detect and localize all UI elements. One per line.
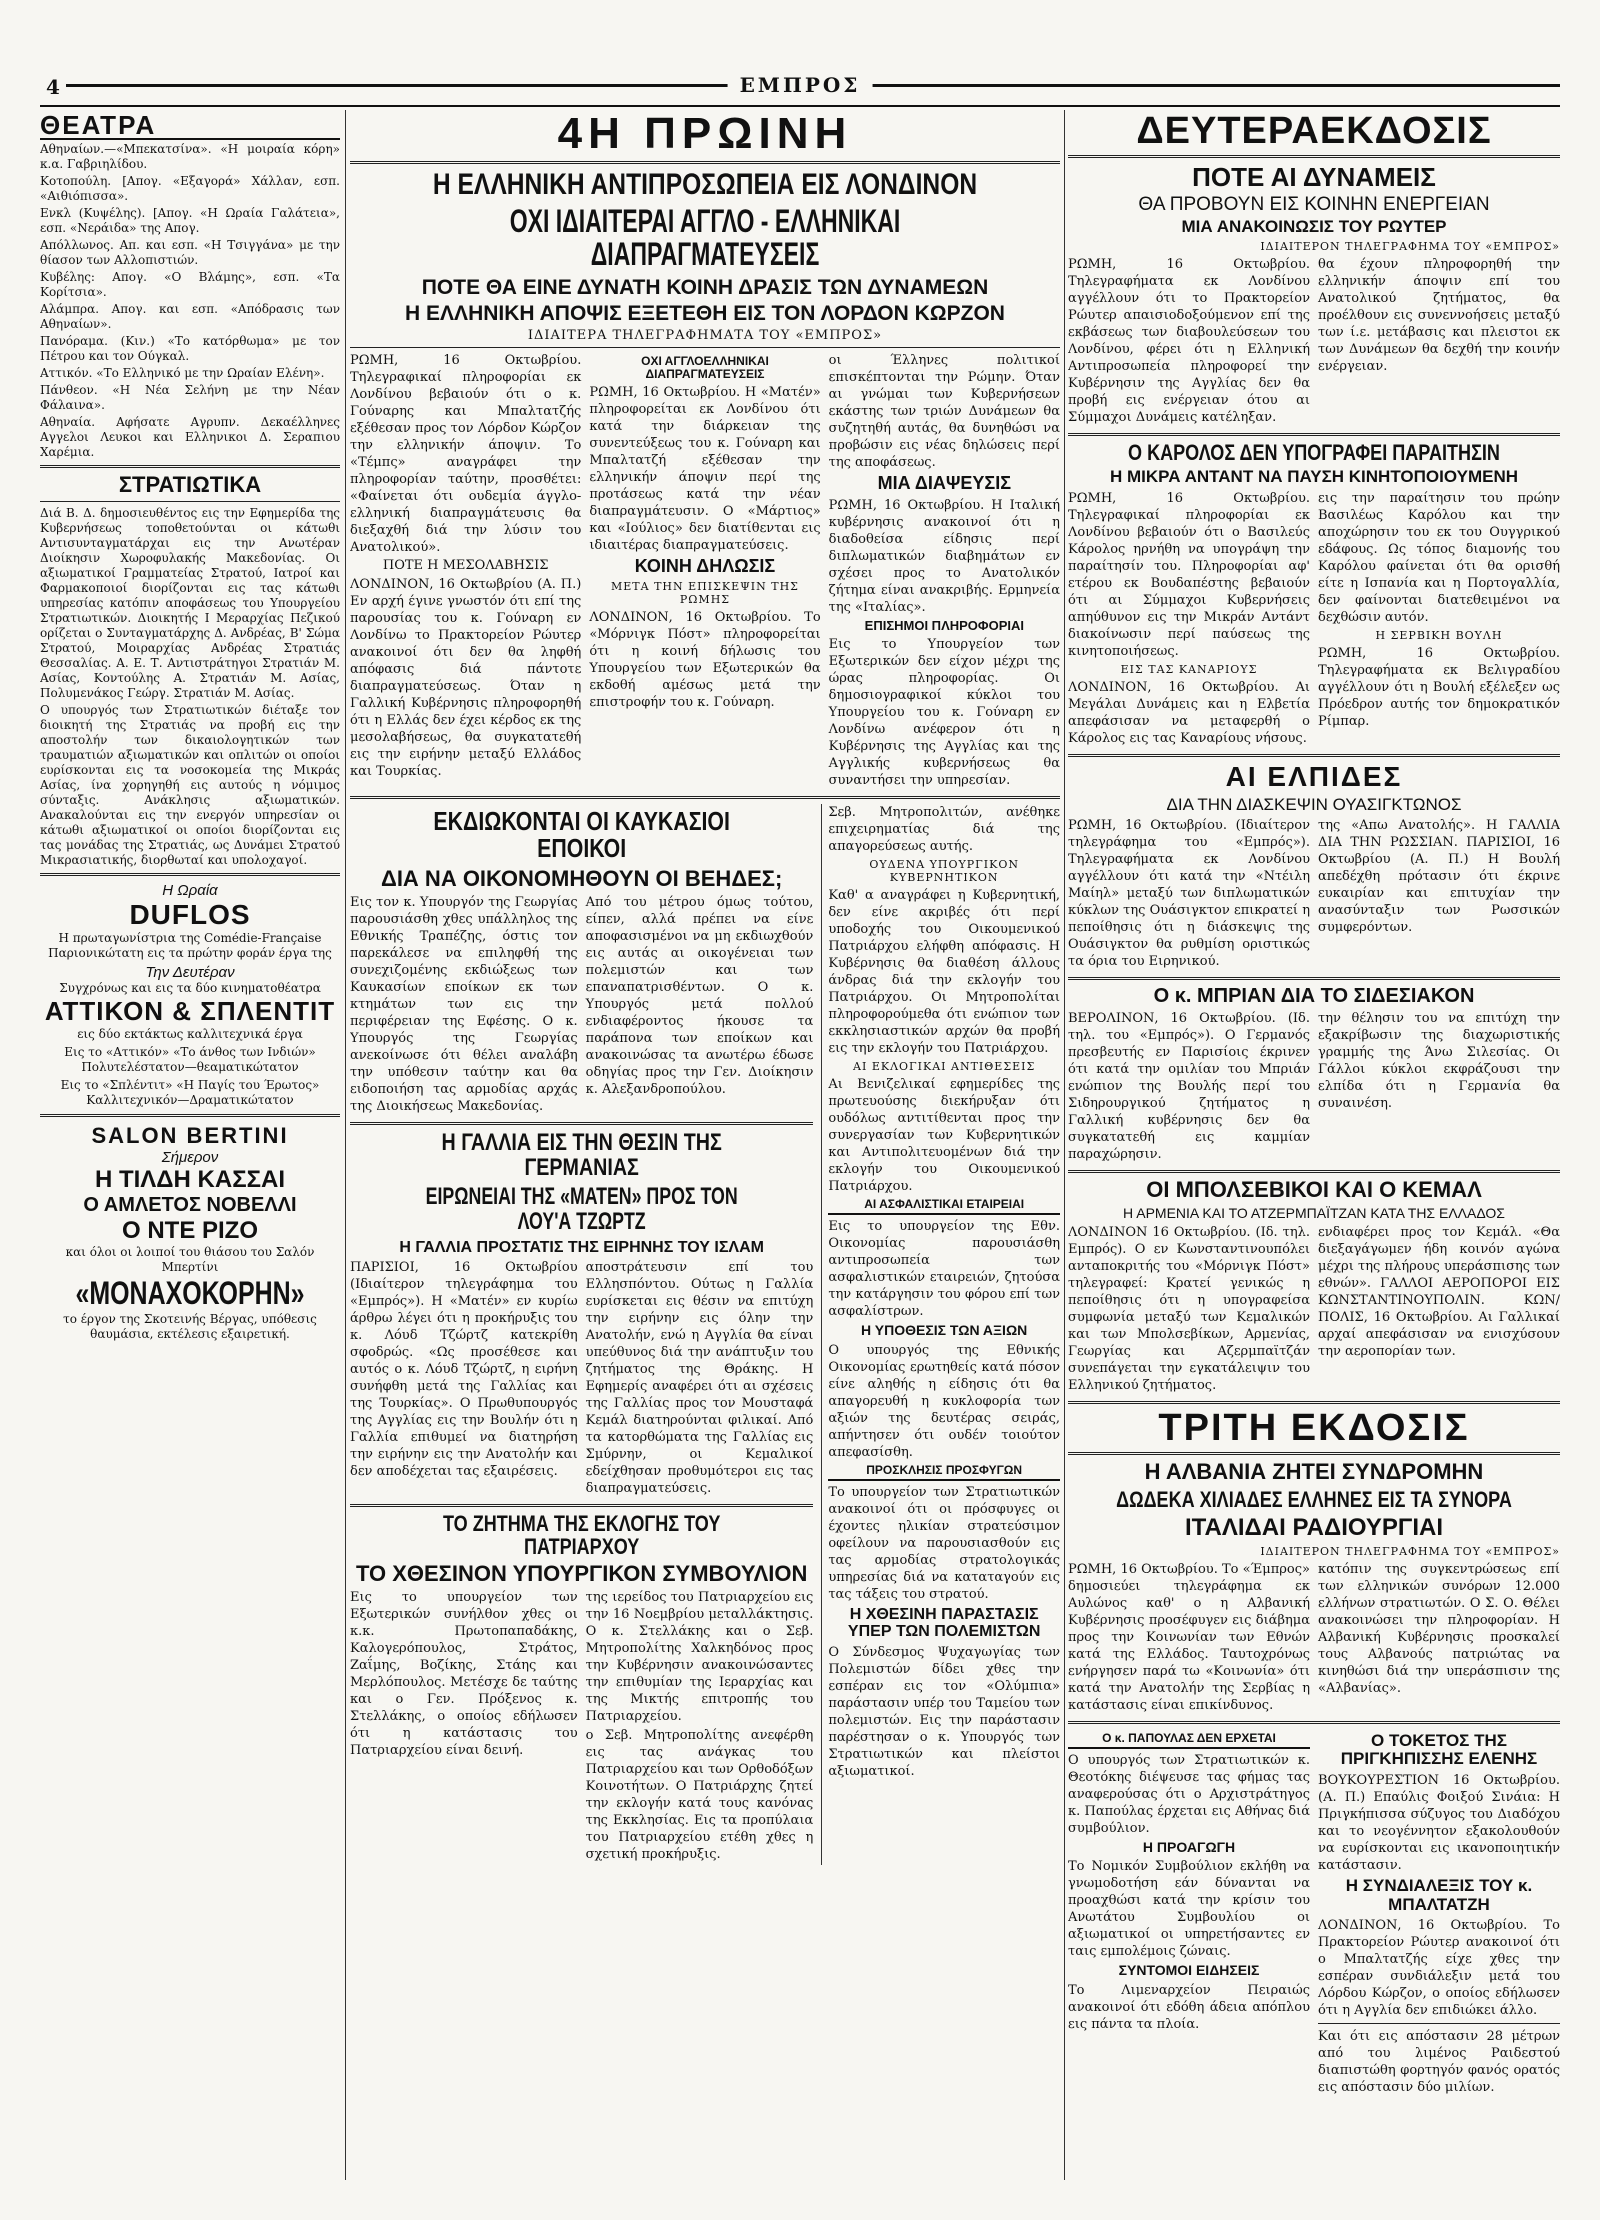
article-text: ΡΩΜΗ, 16 Οκτωβρίου. Η Ιταλική κυβέρνησις ανακοινοί ότι η διαδοθείσα είδησις περί διπλωματικών διαβημάτων εν σχέσει προς το Ανατολικόν ζήτημα είναι ανακριβής. Ερμηνεία της «Ιταλίας». bbox=[828, 497, 1060, 615]
article-text: ενδιαφέρει προς τον Κεμάλ. «Θα διεξαγάγωμεν ήδη κοινόν αγώνα μέχρι της πλήρους υπεράσπισης των εθνών». ΓΑΛΛΟΙ ΑΕΡΟΠΟΡΟΙ ΕΙΣ ΚΩΝΣΤΑΝΤΙΝΟΥΠΟΛΙΝ. ΚΩΝ/ΠΟΛΙΣ, 16 Οκτωβρίου. Αι Γαλλικαί αρχαί απεφάσισαν να ενισχύσουν την αεροπορίαν των. bbox=[1318, 1225, 1560, 1360]
subhead: ΠΡΟΣΚΛΗΣΙΣ ΠΡΟΣΦΥΓΩΝ bbox=[828, 1464, 1060, 1481]
headline: ΘΑ ΠΡΟΒΟΥΝ ΕΙΣ ΚΟΙΝΗΝ ΕΝΕΡΓΕΙΑΝ bbox=[1138, 193, 1490, 215]
headline: ΙΤΑΛΙΔΑΙ ΡΑΔΙΟΥΡΓΙΑΙ bbox=[1184, 1514, 1444, 1542]
article-text: ΠΑΡΙΣΙΟΙ, 16 Οκτωβρίου (Ιδιαίτερον τηλεγράφημα του «Εμπρός»). Η «Ματέν» εν κυρίω άρθρω λέγει ότι η προκήρυξις του κ. Λόυδ Τζώρτζ κατεκρίθη σφοδρώς. «Ως προσέθεσε και αυτός ο κ. Λόυδ Τζώρτζ, η ειρήνη συνήφθη μετά της Γαλλίας και της Τουρκίας». Ο Πρωθυπουργός της Αγγλίας εις την Βουλήν ότι η Γαλλία επιθυμεί να διατηρήση την ειρήνην εις την Ανατολήν και δεν αποδέχεται τας εξαιρέσεις. bbox=[350, 1260, 578, 1480]
article-text: Από του μέτρου όμως τούτου, είπεν, αλλά πρέπει να είνε αποφασισμένοι να μη εκδιωχθούν εις αυτάς αι οικογένειαι των πολεμιστών και των επαναπατρισθέντων. Ο κ. Υπουργός μετά πολλού ενδιαφέροντος ήκουσε τα παράπονα των εποίκων και ανακοινώσας τα ανωτέρω έδωσε οδηγίας προς την Γεν. Διοίκησιν κ. Αλεξανδροπούλου. bbox=[585, 894, 814, 1097]
ad-line: Συγχρόνως και εις τα δύο κινηματοθέατρα bbox=[59, 981, 321, 996]
article-text: Το Νομικόν Συμβούλιον εκλήθη να γνωμοδοτήση εάν δύνανται να προαχθώσι κατά την κρίσιν του Ανωτάτου Συμβουλίου οι αξιωματικοί οι υπηρετήσαντες εν ταις εμπολέμοις ζώναις. bbox=[1068, 1859, 1310, 1960]
headline: ΜΙΑ ΑΝΑΚΟΙΝΩΣΙΣ ΤΟΥ ΡΩΥΤΕΡ bbox=[1181, 217, 1447, 237]
salon-today: Σήμερον bbox=[161, 1149, 219, 1167]
page-number: 4 bbox=[40, 75, 66, 99]
subhead: ΑΙ ΕΚΛΟΓΙΚΑΙ ΑΝΤΙΘΕΣΕΙΣ bbox=[853, 1059, 1036, 1073]
article-text: την θέλησιν του να επιτύχη την εξακρίβωσιν της διαχωριστικής γραμμής της Άνω Σιλεσίας. Οι Γάλλοι κύκλοι εκφράζουσι την ελπίδα ότι η Γερμανία θα συναινέση. bbox=[1318, 1011, 1560, 1112]
article-text: ΡΩΜΗ, 16 Οκτωβρίου. Τηλεγραφικαί πληροφορίαι εκ Λονδίνου βεβαιούν ότι ο κ. Γούναρης και Μπαλτατζής εξέθεσαν προς τον Λόρδον Κώρζον την ελληνικήν άποψιν. Το «Τέμπς» αναγράφει την πληροφορίαν ταύτην, προσθέτει: «Φαίνεται ότι ουδεμία άγγλο-ελληνική διαπραγμάτευσις θα διεξαχθή διά την λύσιν του Ανατολικού». bbox=[350, 352, 582, 555]
salon-act: Ο ΑΜΛΕΤΟΣ ΝΟΒΕΛΛΙ bbox=[83, 1194, 297, 1217]
article-text: ΡΩΜΗ, 16 Οκτωβρίου. Τηλεγραφήματα εκ Λονδίνου αγγέλλουν ότι το Πρακτορείον Ρώυτερ απαισιοδοξούμενον επί της εκβάσεως των διαβουλεύσεων του Λονδίνου, φέρει ότι η Ελληνική Αντιπροσωπεία πληροφορεί την Κυβέρνησιν της Αγγλίας δεν θα προβή εις ενέργειαν ότου αι Σύμμαχοι Δυνάμεις κατέληξαν. bbox=[1068, 257, 1310, 426]
subhead: ΟΧΙ ΑΓΓΛΟΕΛΛΗΝΙΚΑΙ ΔΙΑΠΡΑΓΜΑΤΕΥΣΕΙΣ bbox=[641, 353, 769, 382]
theatre-item: Αλάμπρα. Απογ. και εσπ. «Απόδρασις των Αθηναίων». bbox=[40, 302, 340, 331]
divider bbox=[350, 796, 1060, 799]
ad-line: Εις το «Αττικόν» «Το άνθος των Ινδιών» Πολυτελέστατον—θεαματικώτατον bbox=[64, 1045, 316, 1075]
ad-star-name: DUFLOS bbox=[129, 899, 251, 931]
subhead: ΑΙ ΑΣΦΑΛΙΣΤΙΚΑΙ ΕΤΑΙΡΕΙΑΙ bbox=[828, 1198, 1060, 1215]
divider bbox=[40, 465, 340, 468]
article-text: Εις τον κ. Υπουργόν της Γεωργίας παρουσιάσθη χθες υπάλληλος της Εθνικής Τραπέζης, όστις τον παρεκάλεσε να επιληφθή της συνεχιζομένης εκδιώξεως των Καυκασίων εποίκων εκ των κτημάτων των εις την περιφέρειαν της Εφέσης. Ο κ. Υπουργός της Γεωργίας ανεκοίνωσε ότι θέλει αναλάβη την υπόθεσιν ταύτην και θα ειδοποιήση τας αρμοδίας αρχάς της Διοικήσεως Μακεδονίας. bbox=[350, 894, 578, 1114]
divider bbox=[40, 1114, 340, 1117]
theatre-item: Ενκλ (Κυψέλης). [Απογ. «Η Ωραία Γαλάτεια», εσπ. «Νεράιδα» της Απογ. bbox=[40, 206, 340, 235]
lower-center bbox=[350, 804, 1060, 1866]
article-text: ΡΩΜΗ, 16 Οκτωβρίου. Η «Ματέν» πληροφορείται εκ Λονδίνου ότι κατά την διάρκειαν της συνεντεύξεως του κ. Γούναρη και Μπαλτατζή εξέθεσαν την ελληνικήν άποψιν περί της προτάσεως κατά την νέαν διαπραγμάτευσιν. Ο «Μάρτιος» και «Ιούλιος» δεν διατίθενται εις ιδιαιτέρας διαπραγματεύσεις. bbox=[589, 385, 821, 554]
subhead: ΜΙΑ ΔΙΑΨΕΥΣΙΣ bbox=[877, 472, 1012, 493]
ad-cinemas: ΑΤΤΙΚΟΝ & ΣΠΛΕΝΤΙΤ bbox=[44, 996, 336, 1027]
article-text: ΒΕΡΟΛΙΝΟΝ, 16 Οκτωβρίου. (Ιδ. τηλ. του «Εμπρός»). Ο Γερμανός πρεσβευτής εν Παρισίοις έκρινεν ότι κατά την ομιλίαν του Μπριάν ενώπιον της Βουλής περί του Σιδηρουργικού ζητήματος η Γαλλική κυβέρνησις δεν θα συγκατατεθή εις καμμίαν παραχώρησιν. bbox=[1068, 1011, 1310, 1163]
salon-act: Ο ΝΤΕ ΡΙΖΟ bbox=[121, 1217, 258, 1245]
subhead: Ο κ. ΠΑΠΟΥΛΑΣ ΔΕΝ ΕΡΧΕΤΑΙ bbox=[1068, 1732, 1310, 1749]
military-text: Διά Β. Δ. δημοσιευθέντος εις την Εφημερίδα της Κυβερνήσεως τοποθετούνται οι κάτωθι Αντισυνταγματάρχαι εις την Ανωτέραν Διοίκησιν Χωροφυλακής Μακεδονίας. Οι αξιωματικοί Γραμματείας Στρατού, Ιατροί και Φαρμακοποιοί διορίζονται εις τας κάτωθι υπηρεσίας κατόπιν αποφάσεως του Υπουργείου Στρατιωτικών. Διοικητής Ι Μεραρχίας Πεζικού ορίζεται ο Συνταγματάρχης Δ. Ανδρέας, Β' Σώμα Στρατού, Μοιραρχίας Ανδρέας Στρατιάς Θεσσαλίας. Α. Ε. Τ. Αντιστράτηγοι Στρατιάν Μ. Ασίας, Κοντούλης Α. Στρατιάν Μ. Ασίας, Πολυμενάκος Γεώργ. Στρατιάν Μ. Ασίας. bbox=[40, 506, 340, 701]
article-text: εις την παραίτησιν του πρώην Βασιλέως Καρόλου και την αποχώρησιν του εκ του Ουγγρικού εδάφους. Ως τόπος διαμονής του Καρόλου φαίνεται ότι θα ορισθή είτε η Ισπανία και η Πορτογαλλία, δεν φαίνονται διατεθειμένοι να δεχθώσιν αυτόν. bbox=[1318, 490, 1560, 625]
salon-line: και όλοι οι λοιποί του θιάσου του Σαλόν Μπερτίνι bbox=[65, 1245, 315, 1275]
edition-banner: ΔΕΥΤΕΡΑΕΚΔΟΣΙΣ bbox=[1136, 110, 1492, 152]
article-text: Το Λιμεναρχείον Πειραιώς ανακοινοί ότι εδόθη άδεια απόπλου εις πάντα τα πλοία. bbox=[1068, 1982, 1310, 2032]
column-center bbox=[350, 110, 1060, 2180]
article-text: θα έχουν πληροφορηθή την ελληνικήν άποψιν επί του Ανατολικού ζητήματος, θα προέλθουν εις συνεννοήσεις μεταξύ των ί.ε. μετάβασις και πλειστοι εκ των Δυνάμεων θα δεχθή την κοινήν ενέργειαν. bbox=[1318, 257, 1560, 375]
article-text: Ο υπουργός των Στρατιωτικών κ. Θεοτόκης διέψευσε τας φήμας τας αναφερούσας ότι ο Αρχιστράτηγος κ. Παπούλας έρχεται εις Αθήνας διά συμβούλιον. bbox=[1068, 1752, 1310, 1836]
article-text: Εις το υπουργείον των Εξωτερικών συνήλθον χθες οι κ.κ. Πρωτοπαπαδάκης, Καλογερόπουλος, Στράτος, Ζαΐμης, Βοζίκης, Στάης και Μερλόπουλος. Μετέσχε δε ταύτης και ο Γεν. Πρόξενος κ. Στελλάκης, ο οποίος εδήλωσεν ότι η κατάστασις του Πατριαρχείου είναι δεινή. bbox=[350, 1590, 578, 1759]
subhead: ΣΥΝΤΟΜΟΙ ΕΙΔΗΣΕΙΣ bbox=[1118, 1962, 1260, 1979]
article-text: Εις το υπουργείον της Εθν. Οικονομίας παρουσιάσθη αντιπροσωπεία των ασφαλιστικών εταιρειών, ζητούσα την κατάργησιν του φόρου επί των ασφαλίστρων. bbox=[828, 1219, 1060, 1320]
article-text: ο Σεβ. Μητροπολίτης ανεφέρθη εις τας ανάγκας του Πατριαρχείου και των Ορθοδόξων Κοινοτήτων. Ο Πατριάρχης ζητεί την εκλογήν κατά τους κανόνας της Εκκλησίας. Εις τα προπύλαια του Πατριαρχείου ετέθη χθες η σχετική προκήρυξις. bbox=[585, 1728, 814, 1863]
theatre-item: Πάνθεον. «Η Νέα Σελήνη με την Νέαν Φάλαινα». bbox=[40, 383, 340, 412]
article-text: ΛΟΝΔΙΝΟΝ, 16 Οκτωβρίου. Το Πρακτορείον Ρώυτερ ανακοινοί ότι ο Μπαλτατζής είχε χθες την εσπέραν συνδιάλεξιν μετά του Λόρδου Κώρζον, ο οποίος εδήλωσεν ότι η Αγγλία δεν επιδιώκει άλλο. bbox=[1318, 1918, 1560, 2019]
divider bbox=[1068, 1721, 1560, 1724]
subhead: Η ΧΘΕΣΙΝΗ ΠΑΡΑΣΤΑΣΙΣ ΥΠΕΡ ΤΩΝ ΠΟΛΕΜΙΣΤΩΝ bbox=[847, 1605, 1041, 1641]
divider bbox=[1068, 977, 1560, 980]
divider bbox=[350, 1122, 813, 1125]
headline: ΠΟΤΕ ΑΙ ΔΥΝΑΜΕΙΣ bbox=[1192, 162, 1436, 192]
article-text: Ο υπουργός της Εθνικής Οικονομίας ερωτηθείς κατά πόσον είνε αληθής η είδησις ότι θα απαγορευθή η κυκλοφορία των αξιών της δευτέρας σειράς, απήντησεν ότι ουδέν τοιούτον απεφασίσθη. bbox=[828, 1342, 1060, 1460]
subhead: Η ΥΠΟΘΕΣΙΣ ΤΩΝ ΑΞΙΩΝ bbox=[861, 1322, 1028, 1339]
headline: ΟΙ ΜΠΟΛΣΕΒΙΚΟΙ ΚΑΙ Ο ΚΕΜΑΛ bbox=[1146, 1177, 1482, 1203]
subhead: Ο ΤΟΚΕΤΟΣ ΤΗΣ ΠΡΙΓΚΗΠΙΣΣΗΣ ΕΛΕΝΗΣ bbox=[1340, 1730, 1538, 1769]
divider bbox=[1068, 1170, 1560, 1173]
article-text: ΒΟΥΚΟΥΡΕΣΤΙΟΝ 16 Οκτωβρίου. (Α. Π.) Επαύλις Φοιξού Σινάια: Η Πριγκήπισσα σύζυγος του Διαδόχου και το νεογέννητον εξακολουθούν να ευρίσκονται εις ικανοποιητικήν κατάστασιν. bbox=[1318, 1773, 1560, 1874]
military-heading: ΣΤΡΑΤΙΩΤΙΚΑ bbox=[118, 472, 262, 497]
theatre-item: Αθηναία. Αφήσατε Αγρυπν. Δεκαέλληνες Αγγελοι Λευκοι και Ελληνικοι Δ. Σεραπιου Χαρέμια. bbox=[40, 415, 340, 459]
column-left bbox=[40, 110, 340, 2180]
subhead: ΕΙΣ ΤΑΣ ΚΑΝΑΡΙΟΥΣ bbox=[1120, 662, 1258, 676]
divider bbox=[1318, 2023, 1560, 2024]
column-right bbox=[1068, 110, 1560, 2180]
subhead: ΕΠΙΣΗΜΟΙ ΠΛΗΡΟΦΟΡΙΑΙ bbox=[864, 617, 1024, 633]
divider bbox=[40, 873, 340, 876]
headline: ΑΙ ΕΛΠΙΔΕΣ bbox=[1225, 760, 1403, 792]
article-text: Εις το Υπουργείον των Εξωτερικών δεν είχον μέχρι της ώρας πληροφορίας. Οι δημοσιογραφικοί κύκλοι του Υπουργείου του κ. Γούναρη εν Λονδίνω ανέφερον ότι η Κυβέρνησις της Αγγλίας και της Αγγλικής κυβερνήσεως θα συναντήσει την υπηρεσίαν. bbox=[828, 636, 1060, 788]
headline: ΕΚΔΙΩΚΟΝΤΑΙ ΟΙ ΚΑΥΚΑΣΙΟΙ ΕΠΟΙΚΟΙ bbox=[433, 805, 730, 864]
article-text: ΡΩΜΗ, 16 Οκτωβρίου. Τηλεγραφήματα εκ Βελιγραδίου αγγέλλουν ότι η Βουλή εξέλεξεν ως Πρόεδρον αυτής τον δημοκρατικόν Ρίμπαρ. bbox=[1318, 645, 1560, 729]
theatre-item: Κυβέλης: Απογ. «Ο Βλάμης», εσπ. «Τα Κορίτσια». bbox=[40, 270, 340, 299]
divider bbox=[1068, 155, 1560, 158]
subhead: ΚΟΙΝΗ ΔΗΛΩΣΙΣ bbox=[634, 556, 776, 577]
article-text: Σεβ. Μητροπολιτών, ανέθηκε επιχειρηματίας διά της απαγορεύσεως αυτής. bbox=[828, 804, 1060, 854]
column-rule-1 bbox=[345, 110, 346, 2180]
headline: ΤΟ ΖΗΤΗΜΑ ΤΗΣ ΕΚΛΟΓΗΣ ΤΟΥ ΠΑΤΡΙΑΡΧΟΥ bbox=[442, 1511, 721, 1560]
ad-line: Την Δευτέραν bbox=[145, 964, 235, 982]
subhead-small: ΜΕΤΑ ΤΗΝ ΕΠΙΣΚΕΨΙΝ ΤΗΣ ΡΩΜΗΣ bbox=[611, 580, 799, 607]
article-text: ΡΩΜΗ, 16 Οκτωβρίου. Το «Έμπρος» δημοσιεύει τηλεγράφημα εκ Αυλώνος καθ' ο η Αλβανική Κυβέρνησις προσέφυγεν εις διάβημα προς την Κοινωνίαν των Εθνών κατά της Ελλάδος. Ταυτοχρόνως ενήργησεν παρά τω «Κοινωνία» ότι κατά την Ανατολήν της Σερβίας η κατάστασις είναι επικίνδυνος. bbox=[1068, 1561, 1310, 1713]
headline: Η ΑΡΜΕΝΙΑ ΚΑΙ ΤΟ ΑΤΖΕΡΜΠΑΪΤΖΑΝ ΚΑΤΑ ΤΗΣ ΕΛΛΑΔΟΣ bbox=[1123, 1204, 1505, 1221]
theatre-item: Αττικόν. «Το Ελληνικό με την Ωραίαν Ελένη». bbox=[40, 366, 325, 380]
divider bbox=[40, 501, 340, 502]
military-text: Ο υπουργός των Στρατιωτικών διέταξε τον διοικητή της Στρατιάς να προβή εις την αποστολήν των δικαιολογητικών των τραυματιών αξιωματικών και οπλιτών οι οποίοι ευρίσκονται εις τα νοσοκομεία της Μικράς Ασίας, ίνα χορηγηθή εις αυτούς η νόμιμος σύνταξις. Ανάκλησις αξιωματικών. Ανακαλούνται εις την ενεργόν υπηρεσίαν οι κάτωθι αξιωματικοί οι οποίοι διορίζονται εις τας μονάδας της Στρατιάς, ως Δυνάμει Στρατού Μικρασιατικής, διορθωταί και υπολοχαγοί. bbox=[40, 703, 340, 868]
headline: ΔΙΑ ΝΑ ΟΙΚΟΝΟΜΗΘΟΥΝ ΟΙ ΒΕΗΔΕΣ; bbox=[381, 865, 783, 891]
article-text: της ιερείδος του Πατριαρχείου εις την 16 Νοεμβρίου μεταλλάκτησις. Ο κ. Στελλάκης και ο Σεβ. Μητροπολίτης Χαλκηδόνος προς την Κυβέρνησιν ανακοινώσαντες την επιθυμίαν της Ιεραρχίας και της Μικτής επιτροπής του Πατριαρχείου. bbox=[585, 1590, 814, 1725]
divider bbox=[350, 1504, 813, 1507]
salon-star: Η ΤΙΛΔΗ ΚΑΣΣΑΙ bbox=[94, 1166, 286, 1194]
salon-name: SALON BERTINI bbox=[91, 1123, 289, 1149]
salon-advertisement bbox=[40, 1123, 340, 1342]
theatre-item: Απόλλωνος. Απ. και εσπ. «Η Τσιγγάνα» με την θίασον των Αλλοπιστιών. bbox=[40, 238, 340, 267]
headline: Η ΓΑΛΛΙΑ ΠΡΟΣΤΑΤΙΣ ΤΗΣ ΕΙΡΗΝΗΣ ΤΟΥ ΙΣΛΑΜ bbox=[399, 1238, 764, 1256]
dateline-sub: ΙΔΙΑΙΤΕΡΟΝ ΤΗΛΕΓΡΑΦΗΜΑ ΤΟΥ «ΕΜΠΡΟΣ» bbox=[1260, 1544, 1560, 1558]
salon-film: «ΜΟΝΑΧΟΚΟΡΗΝ» bbox=[75, 1275, 305, 1312]
ad-prefix: Η Ωραία bbox=[162, 882, 218, 900]
theatre-advertisement bbox=[40, 882, 340, 1108]
subhead: Η ΣΥΝΔΙΑΛΕΞΙΣ ΤΟΥ κ. ΜΠΑΛΤΑΤΖΗ bbox=[1345, 1876, 1533, 1914]
edition-banner: ΤΡΙΤΗ ΕΚΔΟΣΙΣ bbox=[1158, 1407, 1470, 1450]
divider bbox=[1068, 754, 1560, 757]
headline: Η ΜΙΚΡΑ ΑΝΤΑΝΤ ΝΑ ΠΑΥΣΗ ΚΙΝΗΤΟΠΟΙΟΥΜΕΝΗ bbox=[1110, 467, 1518, 487]
article-text: ΡΩΜΗ, 16 Οκτωβρίου. (Ιδιαίτερον τηλεγράφημα του «Εμπρός»). Τηλεγραφήματα εκ Λονδίνου αγγέλλουν ότι κατά την «Ντέιλη Μαίηλ» μεταξύ των διπλωματικών κύκλων της Ουάσιγκτον επικρατεί η πεποίθησις ότι η διάσκεψις της Ουάσιγκτον θα ρυθμίση οριστικώς τα όρια του Ειρηνικού. bbox=[1068, 818, 1310, 970]
article-text: Και ότι εις απόστασιν 28 μέτρων από του λιμένος Ραιδεστού διαπιστώθη φορτηγόν φανός ορατός εις απόστασιν δύο μιλίων. bbox=[1318, 2029, 1560, 2096]
subhead: ΟΥΔΕΝΑ ΥΠΟΥΡΓΙΚΟΝ ΚΥΒΕΡΝΗΤΙΚΟΝ bbox=[869, 857, 1020, 884]
edition-banner: 4Η ΠΡΩΙΝΗ bbox=[557, 110, 853, 158]
headline: Η ΕΛΛΗΝΙΚΗ ΑΠΟΨΙΣ ΕΞΕΤΕΘΗ ΕΙΣ ΤΟΝ ΛΟΡΔΟΝ ΚΩΡΖΟΝ bbox=[405, 301, 1005, 325]
masthead bbox=[40, 73, 1560, 107]
article-text: ΡΩΜΗ, 16 Οκτωβρίου. Τηλεγραφικαί πληροφορίαι εκ Λονδίνου βεβαιούν ότι ο Βασιλεύς Κάρολος ηρνήθη να υπογράψη την παραίτησίν του. Πληροφορίαι αφ' ετέρου εκ Βουδαπέστης βεβαιούν ότι αι Σύμμαχοι Κυβερνήσεις απηύθυνον εις την Μικράν Αντάντ διακοίνωσιν περί παύσεως της κινητοποιήσεως. bbox=[1068, 490, 1310, 659]
divider bbox=[350, 347, 1060, 348]
subhead: Η ΠΡΟΑΓΩΓΗ bbox=[1142, 1838, 1236, 1855]
ad-line: Η πρωταγωνίστρια της Comédie-Française Παριονικώτατη εις τα πρώτην φοράν έργα της bbox=[48, 931, 332, 961]
headline: ΤΟ ΧΘΕΣΙΝΟΝ ΥΠΟΥΡΓΙΚΟΝ ΣΥΜΒΟΥΛΙΟΝ bbox=[355, 1561, 808, 1587]
headline: Ο κ. ΜΠΡΙΑΝ ΔΙΑ ΤΟ ΣΙΔΕΣΙΑΚΟΝ bbox=[1153, 985, 1475, 1008]
headline: ΠΟΤΕ ΘΑ ΕΙΝΕ ΔΥΝΑΤΗ ΚΟΙΝΗ ΔΡΑΣΙΣ ΤΩΝ ΔΥΝΑΜΕΩΝ bbox=[421, 275, 989, 299]
theatres-heading: ΘΕΑΤΡΑ bbox=[40, 112, 340, 140]
article-text: ΛΟΝΔΙΝΟΝ, 16 Οκτωβρίου. Το «Μόρνιγκ Πόστ» πληροφορείται ότι η κοινή δήλωσις του Υπουργείου των Εξωτερικών θα εκδοθή αμέσως μετά την επιστροφήν του κ. Γούναρη. bbox=[589, 610, 821, 711]
dateline-sub: ΙΔΙΑΙΤΕΡΟΝ ΤΗΛΕΓΡΑΦΗΜΑ ΤΟΥ «ΕΜΠΡΟΣ» bbox=[1260, 240, 1560, 254]
divider bbox=[350, 161, 1060, 164]
article-london bbox=[350, 352, 1060, 791]
article-text: Αι Βενιζελικαί εφημερίδες της πρωτευούσης διεκήρυξαν ότι ουδόλως αντιτίθενται προς την συνεργασίαν των Κυβερνητικών και Αντιπολιτευομένων διά την εκλογήν του Οικουμενικού Πατριάρχου. bbox=[828, 1076, 1060, 1194]
theatre-item: Πανόραμα. (Κιν.) «Το κατόρθωμα» με τον Πέτρου και τον Ούγκαλ. bbox=[40, 334, 340, 363]
article-text: Το υπουργείον των Στρατιωτικών ανακοινοί ότι οι πρόσφυγες οι έχοντες ηλικίαν στρατεύσιμον οφείλουν να παρουσιασθούν εις τας αρμοδίας στρατολογικάς υπηρεσίας διά να καταταγούν εις τας τάξεις του στρατού. bbox=[828, 1484, 1060, 1602]
divider bbox=[1068, 1452, 1560, 1455]
divider bbox=[1068, 1401, 1560, 1404]
column-rule-2 bbox=[1064, 110, 1065, 2180]
headline: ΔΙΑ ΤΗΝ ΔΙΑΣΚΕΨΙΝ ΟΥΑΣΙΓΚΤΩΝΟΣ bbox=[1166, 794, 1462, 814]
ad-line: Εις το «Σπλέντιτ» «Η Παγίς του Έρωτος» Καλλιτεχνικόν—Δραματικώτατον bbox=[60, 1078, 320, 1108]
subhead: Η ΣΕΡΒΙΚΗ ΒΟΥΛΗ bbox=[1375, 628, 1503, 642]
article-text: ΛΟΝΔΙΝΟΝ, 16 Οκτωβρίου. Αι Μεγάλαι Δυνάμεις και η Ελβετία απεφάσισαν να μεταφερθή ο Κάρολος εις τας Καναρίους νήσους. bbox=[1068, 679, 1310, 746]
theatre-item: Κοτοπούλη. [Απογ. «Εξαγορά» Χάλλαν, εσπ. «Αιθιόπισσα». bbox=[40, 174, 340, 203]
headline: Ο ΚΑΡΟΛΟΣ ΔΕΝ ΥΠΟΓΡΑΦΕΙ ΠΑΡΑΙΤΗΣΙΝ bbox=[1128, 440, 1500, 466]
article-text: κατόπιν της συγκεντρώσεως επί των ελληνικών συνόρων 12.000 ελλήνων στρατιωτών. Ο Σ. Ο. Θέλει ανακοινώσει την πληροφορίαν. Η Αλβανική Κυβέρνησις προσκαλεί τους Αλβανούς πατριώτας να κινηθώσι διά την υπεράσπισιν της «Αλβανίας». bbox=[1318, 1561, 1560, 1696]
headline: Η ΓΑΛΛΙΑ ΕΙΣ ΤΗΝ ΘΕΣΙΝ ΤΗΣ ΓΕΡΜΑΝΙΑΣ bbox=[441, 1128, 722, 1181]
subhead: ΠΟΤΕ Η ΜΕΣΟΛΑΒΗΣΙΣ bbox=[382, 557, 549, 573]
headline: ΕΙΡΩΝΕΙΑΙ ΤΗΣ «ΜΑΤΕΝ» ΠΡΟΣ ΤΟΝ ΛΟΥ'Α ΤΖΩΡΤΖ bbox=[425, 1183, 738, 1236]
article-text: της «Απω Ανατολής». Η ΓΑΛΛΙΑ ΔΙΑ ΤΗΝ ΡΩΣΣΙΑΝ. ΠΑΡΙΣΙΟΙ, 16 Οκτωβρίου (Α. Π.) Η Βουλή απεδέχθη πρότασιν ότι έκρινε ευκαιρίαν και επιτυχίαν την ανασύνταξιν των Ρωσσικών συμφερόντων. bbox=[1318, 818, 1560, 936]
article-text: ΛΟΝΔΙΝΟΝ 16 Οκτωβρίου. (Ιδ. τηλ. Εμπρός). Ο εν Κωνσταντινουπόλει ανταποκριτής του «Μόρνιγκ Πόστ» τηλεγραφεί: Κρατεί γενικώς η πεποίθησις ότι η υπογραφείσα συμφωνία μεταξύ των Κεμαλικών και των Μπολσεβίκων, Αρμενίας, Γεωργίας και Αζερμπαϊτζάν συνεπάγεται την εγκατάλειψιν του Ελληνικού ζητήματος. bbox=[1068, 1225, 1310, 1394]
theatre-item: Αθηναίων.—«Μπεκατσίνα». «Η μοιραία κόρη» κ.α. Γαβριηλίδου. bbox=[40, 142, 340, 171]
headline: Η ΕΛΛΗΝΙΚΗ ΑΝΤΙΠΡΟΣΩΠΕΙΑ ΕΙΣ ΛΟΝΔΙΝΟΝ bbox=[432, 168, 978, 201]
article-text: ΛΟΝΔΙΝΟΝ, 16 Οκτωβρίου (Α. Π.) Εν αρχή έγινε γνωστόν ότι επί της παρουσίας του κ. Γούναρη εν Λονδίνω το Πρακτορείον Ρώυτερ ανακοινοί ότι δεν θα ληφθή απόφασις διά πάντοτε διαπραγματεύσεως. Όταν η Γαλλική Κυβέρνησις πληροφορηθή ότι η Ελλάς δεν έχει κέρδος εκ της μεσολαβήσεως, θα συγκατατεθή εις την ειρήνην μεταξύ Ελλάδος και Τουρκίας. bbox=[350, 577, 582, 780]
headline: ΟΧΙ ΙΔΙΑΙΤΕΡΑΙ ΑΓΓΛΟ - ΕΛΛΗΝΙΚΑΙ ΔΙΑΠΡΑΓΜΑΤΕΥΣΕΙΣ bbox=[509, 202, 901, 273]
article-text: Ο Σύνδεσμος Ψυχαγωγίας των Πολεμιστών δίδει χθες την εσπέραν εις τον «Ολύμπια» παράστασιν υπέρ του Ταμείου των πολεμιστών. Εις την παράστασιν παρέστησαν ο κ. Υπουργός των Στρατιωτικών και πλείστοι αξιωματικοί. bbox=[828, 1644, 1060, 1779]
article-text: αποστράτευσιν επί του Ελλησπόντου. Ούτως η Γαλλία ευρίσκεται εις θέσιν να επιτύχη την ειρήνην εις όλην την Ανατολήν, ενώ η Αγγλία θα είναι υπεύθυνος διά την ανάπτυξιν του ζητήματος της Θράκης. Η Εφημερίς αναφέρει ότι αι σχέσεις της Γαλλίας προς τον Μουσταφά Κεμάλ διατηρούνται φιλικαί. Από τα κατορθώματα της Γαλλίας εις Σμύρνην, οι Κεμαλικοί εδείχθησαν προθυμότεροι εις τας διαπραγματεύσεις. bbox=[585, 1260, 814, 1497]
article-text: Καθ' α αναγράφει η Κυβερνητική, δεν είνε ακριβές ότι περί υποδοχής του Οικουμενικού Πατριάρχου ελήφθη απόφασις. Η Κυβέρνησις θα διαθέση άλλους άνδρας διά την εκλογήν του Πατριάρχου. Οι Μητροπολίται πληροφορούμεθα ότι ενώπιον των εκκλησιαστικών αρχών θα προβή εις την εκλογήν του Πατριάρχου. bbox=[828, 887, 1060, 1056]
divider bbox=[1068, 433, 1560, 436]
theatres-list bbox=[40, 142, 340, 460]
headline: Η ΑΛΒΑΝΙΑ ΖΗΤΕΙ ΣΥΝΔΡΟΜΗΝ bbox=[1144, 1459, 1484, 1485]
dateline-sub: ΙΔΙΑΙΤΕΡΑ ΤΗΛΕΓΡΑΦΗΜΑΤΑ ΤΟΥ «ΕΜΠΡΟΣ» bbox=[527, 327, 883, 343]
headline: ΔΩΔΕΚΑ ΧΙΛΙΑΔΕΣ ΕΛΛΗΝΕΣ ΕΙΣ ΤΑ ΣΥΝΟΡΑ bbox=[1116, 1487, 1512, 1513]
ad-line: εις δύο εκτάκτως καλλιτεχνικά έργα bbox=[77, 1027, 303, 1042]
newspaper-name: ΕΜΠΡΟΣ bbox=[728, 73, 873, 97]
salon-line: το έργον της Σκοτεινής Βέργας, υπόθεσις θαυμάσια, εκτέλεσις εξαιρετική. bbox=[63, 1312, 317, 1342]
article-text: οι Έλληνες πολιτικοί επισκέπτονται την Ρώμην. Όταν αι γνώμαι των Κυβερνήσεων εκάστης των τριών Δυνάμεων θα συζητηθή αυτάς, θα δυνηθώσι να προβώσιν εις νέας δηλώσεις περί της αποφάσεως. bbox=[828, 352, 1060, 470]
